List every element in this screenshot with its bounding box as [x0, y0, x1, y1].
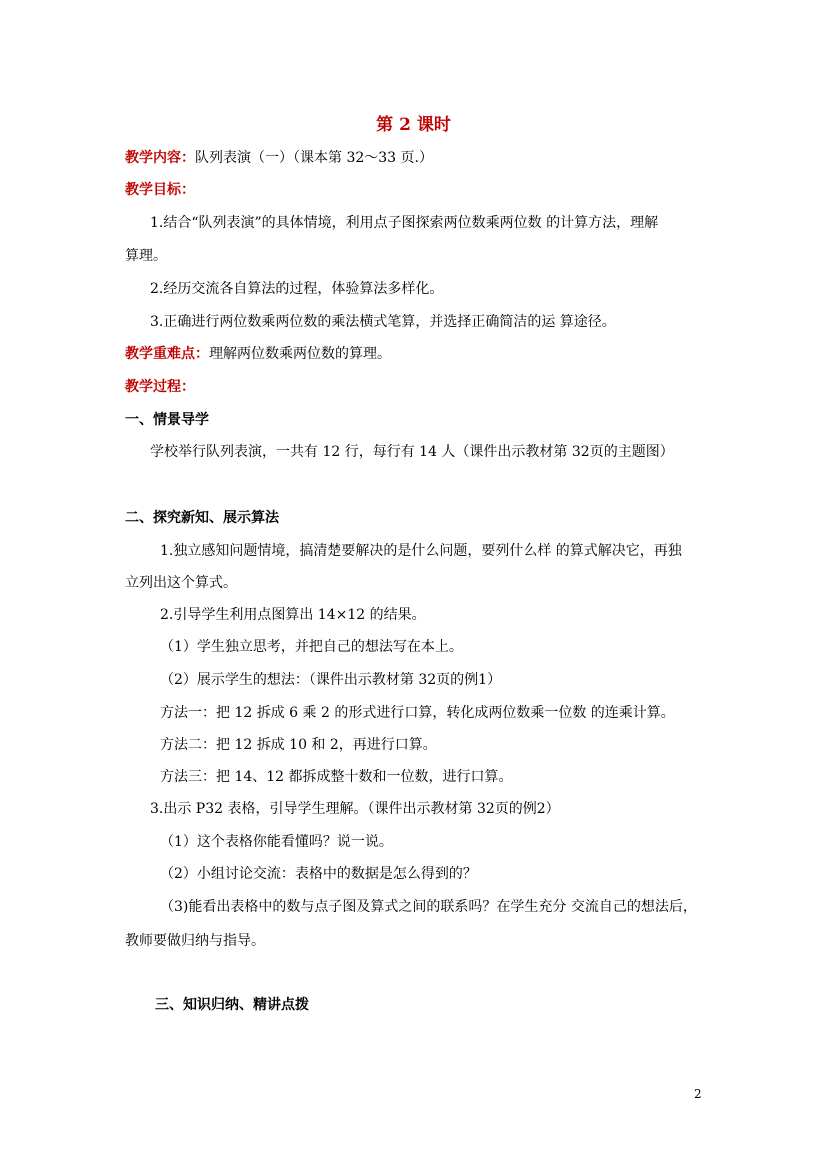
teaching-content-line [125, 148, 433, 168]
goal-3: 3.正确进行两位数乘两位数的乘法横式笔算，并选择正确简洁的运 算途径。 [150, 314, 616, 330]
method-2: 方法二：把 12 拆成 10 和 2，再进行口算。 [160, 737, 437, 753]
section-2-point-3-b: （2）小组讨论交流：表格中的数据是怎么得到的？ [160, 866, 477, 882]
section-2-point-3-c-line-2: 教师要做归纳与指导。 [125, 933, 265, 949]
page-title: 第 2 课时 [376, 115, 451, 135]
section-1-heading: 一、情景导学 [125, 412, 209, 428]
method-1: 方法一：把 12 拆成 6 乘 2 的形式进行口算，转化成两位数乘一位数 的连乘计算。 [160, 705, 675, 721]
section-2-point-3-a: （1）这个表格你能看懂吗？说一说。 [160, 834, 393, 850]
teaching-content-label: 教学内容： [125, 150, 195, 166]
section-2-heading: 二、探究新知、展示算法 [125, 510, 279, 526]
section-2-point-3-c-line-1: （3)能看出表格中的数与点子图及算式之间的联系吗？在学生充分 交流自己的想法后， [160, 899, 697, 915]
section-1-text: 学校举行队列表演，一共有 12 行，每行有 14 人（课件出示教材第 32页的主题图） [150, 444, 674, 460]
section-2-point-2: 2.引导学生利用点图算出 14×12 的结果。 [160, 607, 426, 623]
page-number: 2 [694, 1087, 702, 1101]
section-2-point-3: 3.出示 P32 表格，引导学生理解。（课件出示教材第 32页的例2） [150, 801, 560, 817]
key-points-label: 教学重难点： [125, 346, 209, 362]
section-2-point-2-a: （1）学生独立思考，并把自己的想法写在本上。 [160, 639, 463, 655]
teaching-content-text: 队列表演（一）（课本第 32～33 页.） [195, 150, 433, 166]
section-2-point-1-line-2: 立列出这个算式。 [125, 575, 237, 591]
key-points-line [125, 344, 391, 364]
goal-1-line-2: 算理。 [125, 248, 167, 264]
section-3-heading: 三、知识归纳、精讲点拨 [155, 997, 309, 1013]
goal-1-line-1: 1.结合“队列表演”的具体情境，利用点子图探索两位数乘两位数 的计算方法，理解 [150, 215, 659, 231]
key-points-text: 理解两位数乘两位数的算理。 [209, 346, 391, 362]
teaching-process-label: 教学过程： [125, 379, 195, 395]
goal-2: 2.经历交流各自算法的过程，体验算法多样化。 [150, 281, 444, 297]
method-3: 方法三：把 14、12 都拆成整十数和一位数，进行口算。 [160, 769, 513, 785]
section-2-point-2-b: （2）展示学生的想法：（课件出示教材第 32页的例1） [160, 672, 502, 688]
section-2-point-1-line-1: 1.独立感知问题情境，搞清楚要解决的是什么问题，要列什么样 的算式解决它，再独 [160, 543, 682, 559]
teaching-goals-label: 教学目标： [125, 182, 195, 198]
